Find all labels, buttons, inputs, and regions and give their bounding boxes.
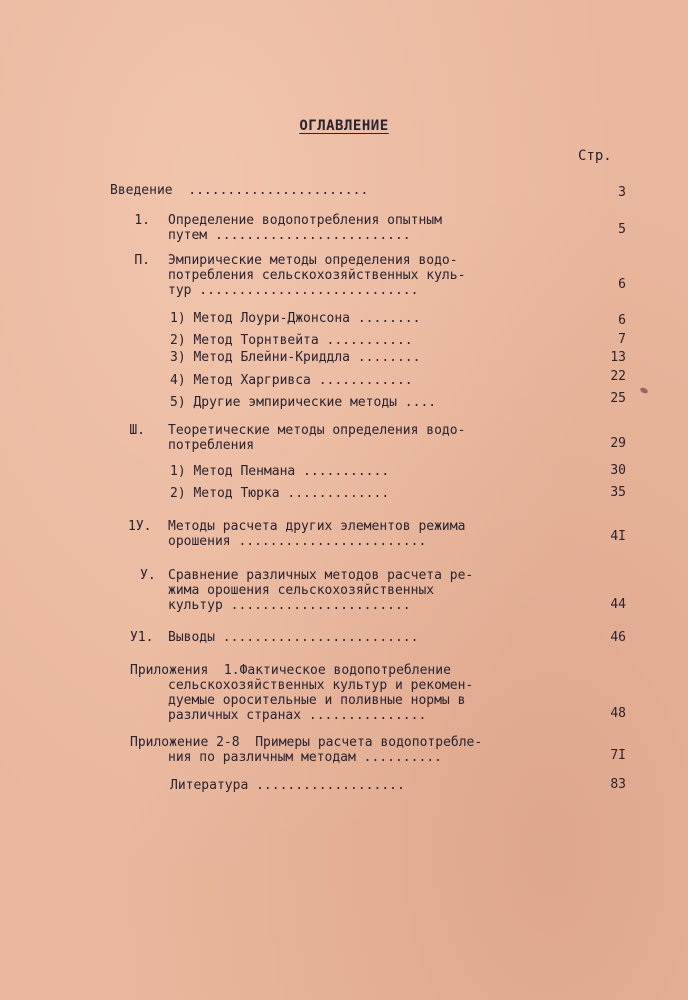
toc-entry-text: 5) Другие эмпирические методы .... [170,395,437,410]
toc-entry-page: 22 [610,369,626,384]
toc-entry-text: 3) Метод Блейни-Криддла ........ [170,350,421,365]
toc-entry-page: 3 [618,185,626,200]
toc-entry-text: 2) Метод Торнтвейта ........... [170,333,413,348]
toc-entry-number: 1. [134,213,150,228]
toc-entry-page: 48 [610,706,626,721]
toc-entry-number: 1У. [128,519,152,534]
toc-entry-text-line: сельскохозяйственных культур и рекомен- [168,678,474,693]
toc-entry-page: 7 [618,332,626,347]
toc-entry-text-line: потребления [168,438,255,453]
toc-entry-page: 46 [610,630,626,645]
toc-entry-text-line: различных странах ............... [168,708,427,723]
toc-entry-text: 4) Метод Харгривса ............ [170,373,413,388]
toc-entry-text-line: Приложение 2-8 Примеры расчета водопотребле- [130,735,483,750]
ink-spot [639,387,648,395]
toc-entry-number: У1. [130,630,154,645]
toc-entry-text-line: потребления сельскохозяйственных куль- [168,268,466,283]
toc-entry-number: П. [134,253,150,268]
toc-entry-text-line: путем ......................... [168,228,411,243]
page-title: ОГЛАВЛЕНИЕ [299,118,389,134]
toc-entry-text-line: дуемые оросительные и поливные нормы в [168,693,466,708]
toc-entry-text: 1) Метод Лоури-Джонсона ........ [170,311,421,326]
toc-entry-page: 7I [610,748,626,763]
toc-entry-text: Литература ................... [170,778,405,793]
toc-entry-page: 29 [610,436,626,451]
toc-entry-page: 83 [610,777,626,792]
toc-entry-text-line: орошения ........................ [168,534,427,549]
toc-entry-text-line: тур ............................ [168,283,419,298]
toc-entry-text-line: Эмпирические методы определения водо- [168,253,458,268]
toc-entry-text-line: жима орошения сельскохозяйственных [168,583,435,598]
toc-entry-page: 30 [610,463,626,478]
toc-entry-text-line: Теоретические методы определения водо- [168,423,466,438]
toc-entry-page: 44 [610,597,626,612]
toc-entry-page: 25 [610,391,626,406]
toc-entry-text-line: культур ....................... [168,598,411,613]
page-column-header: Стр. [578,148,612,164]
toc-entry-page: 6 [618,277,626,292]
toc-entry-page: 5 [618,222,626,237]
toc-entry-text: 1) Метод Пенмана ........... [170,464,390,479]
toc-entry-page: 35 [610,485,626,500]
toc-entry-page: 4I [610,529,626,544]
toc-entry-number: Ш. [129,423,145,438]
toc-entry-text: Выводы ......................... [168,630,419,645]
toc-entry-text: Введение ....................... [110,183,369,198]
toc-entry-text-line: Приложения 1.Фактическое водопотребление [130,663,451,678]
toc-entry-page: 6 [618,313,626,328]
toc-entry-text-line: Определение водопотребления опытным [168,213,442,228]
toc-entry-text-line: Методы расчета других элементов режима [168,519,466,534]
toc-entry-page: 13 [610,350,626,365]
toc-entry-text-line: Сравнение различных методов расчета ре- [168,568,474,583]
toc-entry-text: 2) Метод Тюрка ............. [170,486,390,501]
toc-entry-text-line: ния по различным методам .......... [168,750,442,765]
toc-entry-number: У. [140,568,156,583]
